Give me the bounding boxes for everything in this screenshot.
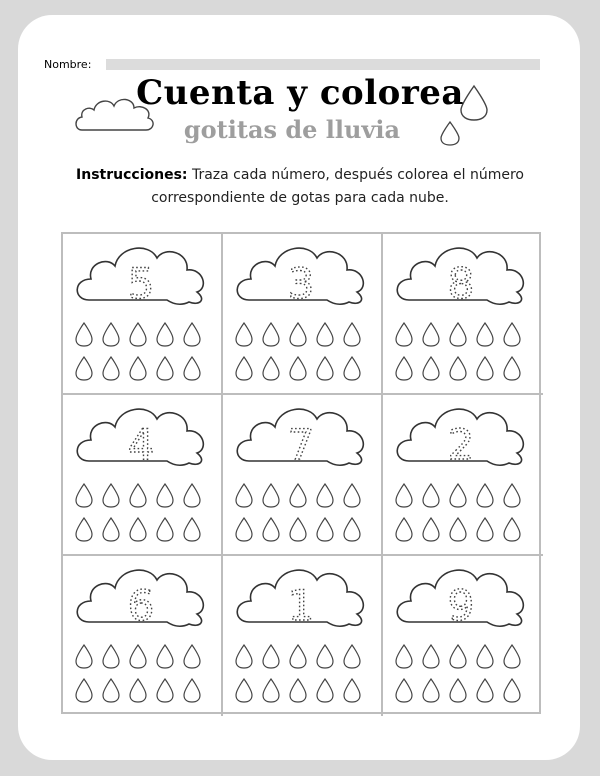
raindrop-icon[interactable] bbox=[477, 679, 493, 702]
trace-number[interactable]: 9 bbox=[447, 581, 475, 630]
raindrop-icon[interactable] bbox=[290, 645, 306, 668]
raindrop-icon[interactable] bbox=[184, 679, 200, 702]
card-art bbox=[223, 556, 379, 714]
raindrop-icon[interactable] bbox=[103, 484, 119, 507]
raindrop-icon[interactable] bbox=[130, 645, 146, 668]
raindrop-icon[interactable] bbox=[450, 679, 466, 702]
worksheet-title: Cuenta y colorea bbox=[136, 73, 464, 113]
raindrop-icon[interactable] bbox=[450, 484, 466, 507]
raindrop-icon[interactable] bbox=[103, 357, 119, 380]
instructions-label: Instrucciones: bbox=[76, 167, 188, 183]
instructions-line-2: correspondiente de gotas para cada nube. bbox=[151, 190, 449, 206]
raindrop-icon[interactable] bbox=[157, 357, 173, 380]
raindrop-icon[interactable] bbox=[76, 645, 92, 668]
raindrop-icon[interactable] bbox=[423, 357, 439, 380]
raindrop-icon[interactable] bbox=[103, 679, 119, 702]
name-field[interactable] bbox=[106, 59, 540, 70]
raindrop-icon[interactable] bbox=[157, 645, 173, 668]
raindrop-icon[interactable] bbox=[157, 484, 173, 507]
raindrop-icon[interactable] bbox=[423, 484, 439, 507]
instructions bbox=[0, 164, 600, 210]
raindrop-icon[interactable] bbox=[130, 679, 146, 702]
raindrop-icon[interactable] bbox=[396, 645, 412, 668]
raindrop-icon[interactable] bbox=[263, 518, 279, 541]
raindrop-icon[interactable] bbox=[344, 679, 360, 702]
raindrop-icon[interactable] bbox=[396, 484, 412, 507]
raindrop-icon[interactable] bbox=[76, 679, 92, 702]
raindrop-icon[interactable] bbox=[504, 679, 520, 702]
raindrop-icon[interactable] bbox=[423, 323, 439, 346]
raindrop-icon[interactable] bbox=[130, 357, 146, 380]
card-art bbox=[383, 234, 539, 392]
card-art bbox=[383, 556, 539, 714]
raindrop-icon[interactable] bbox=[263, 484, 279, 507]
trace-number[interactable]: 1 bbox=[287, 581, 315, 630]
raindrop-icon[interactable] bbox=[184, 484, 200, 507]
raindrop-icon[interactable] bbox=[396, 323, 412, 346]
raindrop-icon[interactable] bbox=[317, 645, 333, 668]
card-art bbox=[63, 234, 219, 392]
card-art bbox=[63, 556, 219, 714]
trace-number[interactable]: 7 bbox=[287, 420, 315, 469]
raindrop-icon[interactable] bbox=[130, 484, 146, 507]
raindrop-icon[interactable] bbox=[477, 323, 493, 346]
raindrop-icon[interactable] bbox=[184, 323, 200, 346]
raindrop-icon[interactable] bbox=[504, 323, 520, 346]
raindrop-icon[interactable] bbox=[236, 679, 252, 702]
raindrop-icon[interactable] bbox=[344, 484, 360, 507]
raindrop-icon[interactable] bbox=[263, 323, 279, 346]
number-card bbox=[63, 395, 223, 556]
raindrop-icon[interactable] bbox=[76, 484, 92, 507]
card-art bbox=[383, 395, 539, 553]
raindrop-icon[interactable] bbox=[157, 679, 173, 702]
raindrop-icon[interactable] bbox=[290, 679, 306, 702]
raindrop-icon[interactable] bbox=[103, 645, 119, 668]
raindrop-icon[interactable] bbox=[504, 518, 520, 541]
trace-number[interactable]: 3 bbox=[287, 259, 315, 308]
trace-number[interactable]: 5 bbox=[127, 259, 155, 308]
name-label: Nombre: bbox=[44, 58, 92, 71]
raindrop-icon[interactable] bbox=[157, 323, 173, 346]
raindrop-icon[interactable] bbox=[290, 518, 306, 541]
number-card bbox=[63, 234, 223, 395]
trace-number[interactable]: 2 bbox=[447, 420, 475, 469]
raindrop-icon[interactable] bbox=[290, 357, 306, 380]
raindrop-icon[interactable] bbox=[290, 323, 306, 346]
raindrop-icon[interactable] bbox=[236, 518, 252, 541]
cards-grid bbox=[61, 232, 541, 714]
raindrop-icon[interactable] bbox=[103, 518, 119, 541]
raindrop-icon[interactable] bbox=[477, 645, 493, 668]
raindrop-icon[interactable] bbox=[396, 679, 412, 702]
trace-number[interactable]: 6 bbox=[127, 581, 155, 630]
worksheet-subtitle: gotitas de lluvia bbox=[183, 115, 401, 144]
number-card bbox=[383, 556, 543, 716]
raindrop-icon[interactable] bbox=[236, 484, 252, 507]
number-card bbox=[63, 556, 223, 716]
card-art bbox=[223, 234, 379, 392]
raindrop-icon[interactable] bbox=[184, 518, 200, 541]
raindrop-icon[interactable] bbox=[76, 323, 92, 346]
raindrop-icon[interactable] bbox=[236, 357, 252, 380]
raindrop-icon[interactable] bbox=[76, 518, 92, 541]
raindrop-icon[interactable] bbox=[423, 518, 439, 541]
raindrop-icon[interactable] bbox=[236, 323, 252, 346]
raindrop-icon[interactable] bbox=[344, 357, 360, 380]
raindrop-icon[interactable] bbox=[317, 357, 333, 380]
raindrop-icon[interactable] bbox=[317, 484, 333, 507]
raindrop-icon[interactable] bbox=[344, 518, 360, 541]
number-card bbox=[383, 395, 543, 556]
raindrop-icon[interactable] bbox=[450, 518, 466, 541]
raindrop-icon[interactable] bbox=[477, 484, 493, 507]
raindrop-icon[interactable] bbox=[103, 323, 119, 346]
raindrop-icon[interactable] bbox=[344, 645, 360, 668]
raindrop-icon[interactable] bbox=[317, 518, 333, 541]
raindrop-icon[interactable] bbox=[317, 323, 333, 346]
raindrop-icon[interactable] bbox=[157, 518, 173, 541]
instructions-line-1: Traza cada número, después colorea el número bbox=[191, 167, 524, 183]
raindrop-icon[interactable] bbox=[76, 357, 92, 380]
raindrop-icon[interactable] bbox=[477, 357, 493, 380]
raindrop-icon[interactable] bbox=[477, 518, 493, 541]
raindrop-icon[interactable] bbox=[130, 518, 146, 541]
raindrop-icon[interactable] bbox=[504, 484, 520, 507]
trace-number[interactable]: 8 bbox=[447, 259, 475, 308]
number-card bbox=[223, 234, 383, 395]
raindrop-icon[interactable] bbox=[290, 484, 306, 507]
raindrop-icon[interactable] bbox=[504, 645, 520, 668]
raindrop-icon[interactable] bbox=[450, 645, 466, 668]
number-card bbox=[383, 234, 543, 395]
raindrop-icon[interactable] bbox=[423, 679, 439, 702]
raindrop-icon[interactable] bbox=[396, 518, 412, 541]
raindrop-icon[interactable] bbox=[317, 679, 333, 702]
raindrop-icon[interactable] bbox=[423, 645, 439, 668]
raindrop-icon[interactable] bbox=[396, 357, 412, 380]
number-card bbox=[223, 556, 383, 716]
raindrop-icon[interactable] bbox=[130, 323, 146, 346]
raindrop-icon[interactable] bbox=[450, 323, 466, 346]
raindrop-icon[interactable] bbox=[450, 357, 466, 380]
raindrop-icon[interactable] bbox=[236, 645, 252, 668]
number-card bbox=[223, 395, 383, 556]
raindrop-icon[interactable] bbox=[344, 323, 360, 346]
raindrop-icon[interactable] bbox=[504, 357, 520, 380]
raindrop-icon[interactable] bbox=[184, 357, 200, 380]
card-art bbox=[63, 395, 219, 553]
trace-number[interactable]: 4 bbox=[127, 420, 155, 469]
card-art bbox=[223, 395, 379, 553]
raindrop-icon[interactable] bbox=[263, 357, 279, 380]
raindrop-icon[interactable] bbox=[263, 679, 279, 702]
raindrop-icon[interactable] bbox=[184, 645, 200, 668]
raindrop-icon[interactable] bbox=[263, 645, 279, 668]
